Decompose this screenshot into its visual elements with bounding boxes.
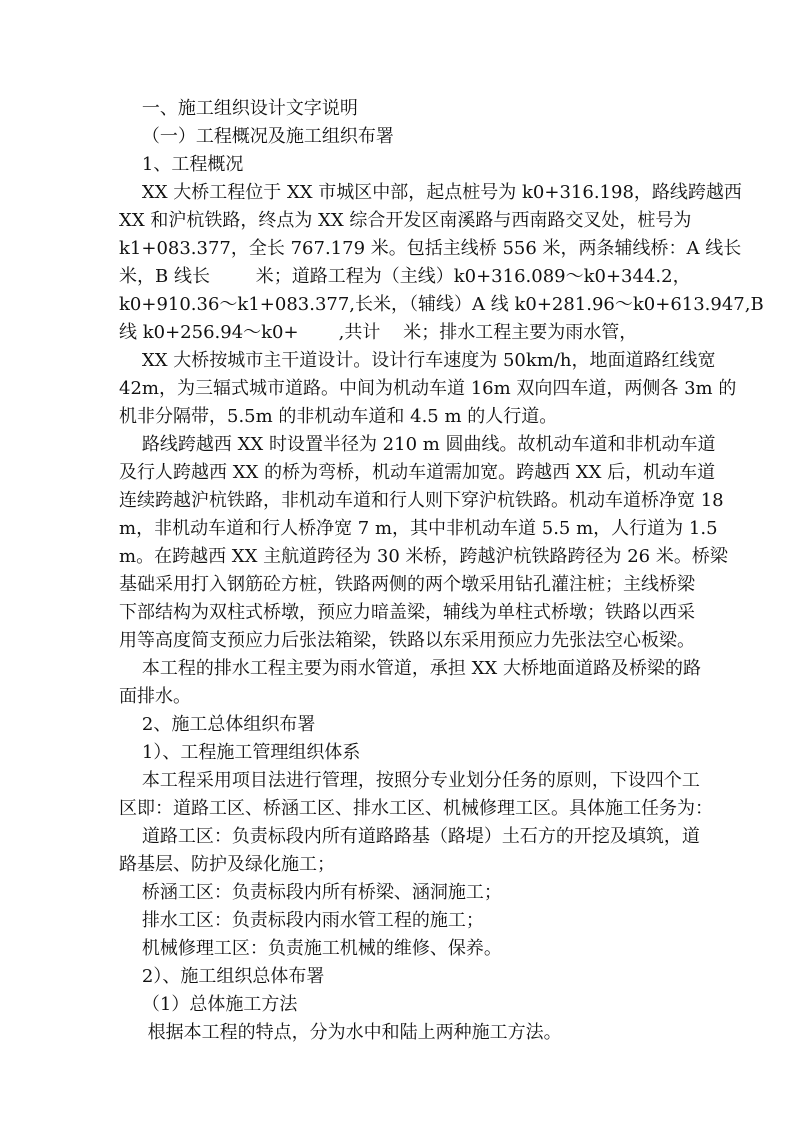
paragraph-line: m，非机动车道和行人桥净宽 7 m，其中非机动车道 5.5 m，人行道为 1.5 [119, 518, 718, 539]
paragraph-line: 排水工区：负责标段内雨水管工程的施工； [119, 910, 484, 931]
heading-level2: （一）工程概况及施工组织布署 [119, 126, 394, 147]
paragraph-line: k0+910.36～k1+083.377,长米，（辅线）A 线 k0+281.96～k0+613.947,B [119, 294, 764, 315]
heading-level4: 1）、工程施工管理组织体系 [119, 742, 361, 763]
paragraph-line: 根据本工程的特点，分为水中和陆上两种施工方法。 [119, 1022, 562, 1043]
paragraph-line: 基础采用打入钢筋砼方桩，铁路两侧的两个墩采用钻孔灌注桩；主线桥梁 [119, 574, 695, 595]
heading-level3: 2、施工总体组织布署 [119, 714, 316, 735]
paragraph-line: 路线跨越西 XX 时设置半径为 210 m 圆曲线。故机动车道和非机动车道 [119, 434, 716, 455]
heading-level5: （1）总体施工方法 [119, 994, 298, 1015]
paragraph-line: 及行人跨越西 XX 的桥为弯桥，机动车道需加宽。跨越西 XX 后，机动车道 [119, 462, 716, 483]
paragraph-line: 面排水。 [119, 686, 191, 707]
paragraph-line: 机械修理工区：负责施工机械的维修、保养。 [119, 938, 502, 959]
paragraph-line: 道路工区：负责标段内所有道路路基（路堤）土石方的开挖及填筑，道 [119, 826, 700, 847]
paragraph-line: 本工程采用项目法进行管理，按照分专业划分任务的原则，下设四个工 [119, 770, 700, 791]
paragraph-line: 桥涵工区：负责标段内所有桥梁、涵洞施工； [119, 882, 502, 903]
paragraph-line: XX 大桥工程位于 XX 市城区中部，起点桩号为 k0+316.198，路线跨越西 [119, 182, 742, 203]
paragraph-line: 区即：道路工区、桥涵工区、排水工区、机械修理工区。具体施工任务为： [119, 798, 713, 819]
paragraph-line: 下部结构为双柱式桥墩，预应力暗盖梁，辅线为单柱式桥墩；铁路以西采 [119, 602, 695, 623]
paragraph-line: 路基层、防护及绿化施工； [119, 854, 335, 875]
paragraph-line: 机非分隔带，5.5m 的非机动车道和 4.5 m 的人行道。 [119, 406, 558, 427]
paragraph-line: 42m，为三辐式城市道路。中间为机动车道 16m 双向四车道，两侧各 3m 的 [119, 378, 737, 399]
paragraph-line: 米，B 线长 米；道路工程为（主线）k0+316.089～k0+344.2， [119, 266, 691, 287]
paragraph-line: m。在跨越西 XX 主航道跨径为 30 米桥，跨越沪杭铁路跨径为 26 米。桥梁 [119, 546, 728, 567]
paragraph-line: 本工程的排水工程主要为雨水管道，承担 XX 大桥地面道路及桥梁的路 [119, 658, 701, 679]
heading-level1: 一、施工组织设计文字说明 [119, 98, 358, 119]
paragraph-line: 连续跨越沪杭铁路，非机动车道和行人则下穿沪杭铁路。机动车道桥净宽 18 [119, 490, 724, 511]
paragraph-line: 线 k0+256.94～k0+ ,共计 米；排水工程主要为雨水管， [119, 322, 638, 343]
paragraph-line: XX 大桥按城市主干道设计。设计行车速度为 50km/h，地面道路红线宽 [119, 350, 716, 371]
heading-level3: 1、工程概况 [119, 154, 244, 175]
paragraph-line: 用等高度简支预应力后张法箱梁，铁路以东采用预应力先张法空心板梁。 [119, 630, 695, 651]
paragraph-line: XX 和沪杭铁路，终点为 XX 综合开发区南溪路与西南路交叉处，桩号为 [119, 210, 692, 231]
paragraph-line: k1+083.377，全长 767.179 米。包括主线桥 556 米，两条辅线桥：A 线长 [119, 238, 742, 259]
heading-level4: 2）、施工组织总体布署 [119, 966, 325, 987]
